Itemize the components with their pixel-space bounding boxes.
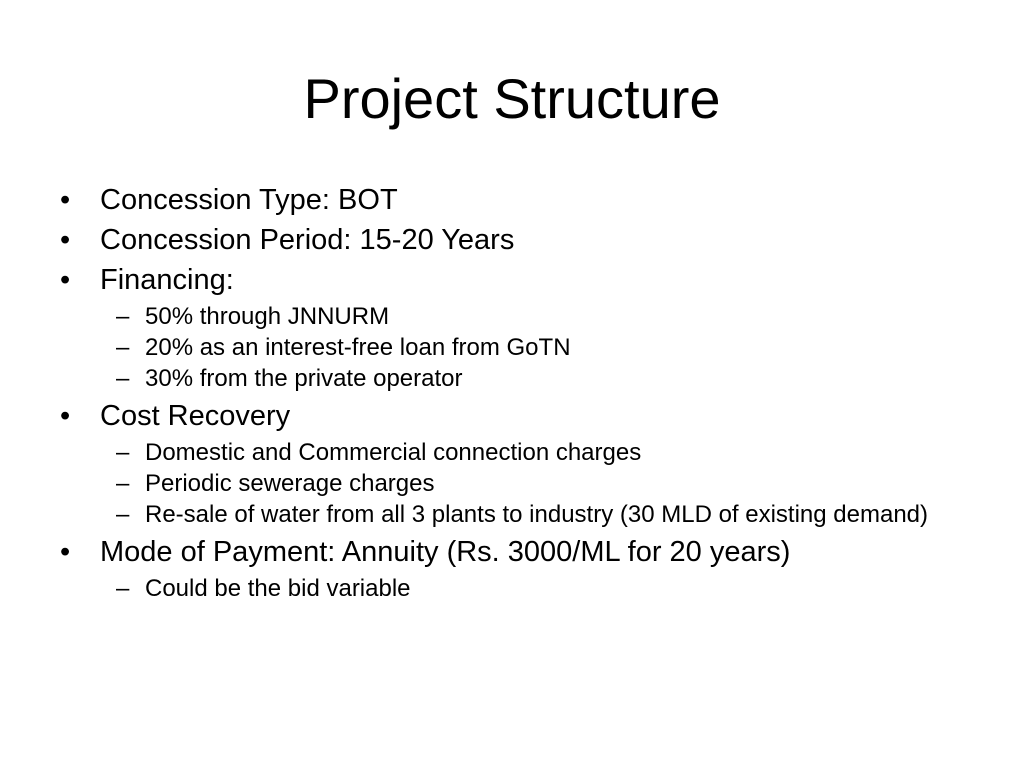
sub-list-container bbox=[56, 575, 976, 603]
bullet-item bbox=[56, 532, 976, 572]
bullet-item bbox=[56, 396, 976, 436]
dash-icon: – bbox=[116, 575, 130, 602]
sub-bullet-item bbox=[56, 575, 976, 603]
bullet-text: Cost Recovery bbox=[100, 400, 291, 432]
sub-bullet-text: 20% as an interest-free loan from GoTN bbox=[145, 334, 571, 361]
dash-icon: – bbox=[116, 501, 130, 528]
bullet-icon: • bbox=[60, 184, 71, 216]
bullet-text: Mode of Payment: Annuity (Rs. 3000/ML for 20 years) bbox=[100, 536, 791, 568]
dash-icon: – bbox=[116, 334, 130, 361]
sub-bullet-text: Re-sale of water from all 3 plants to industry (30 MLD of existing demand) bbox=[145, 501, 929, 528]
sub-bullet-item bbox=[56, 365, 976, 393]
sub-bullet-item bbox=[56, 334, 976, 362]
slide-title: Project Structure bbox=[303, 67, 721, 130]
sub-bullet-text: 30% from the private operator bbox=[145, 365, 463, 392]
sub-bullet-list bbox=[56, 575, 976, 603]
slide-body bbox=[56, 180, 976, 606]
sub-bullet-text: 50% through JNNURM bbox=[145, 303, 390, 330]
sub-bullet-item bbox=[56, 470, 976, 498]
bullet-item bbox=[56, 180, 976, 220]
sub-list-container bbox=[56, 303, 976, 393]
bullet-icon: • bbox=[60, 536, 71, 568]
dash-icon: – bbox=[116, 470, 130, 497]
sub-bullet-item bbox=[56, 439, 976, 467]
sub-bullet-list bbox=[56, 439, 976, 529]
sub-list-container bbox=[56, 439, 976, 529]
bullet-text: Financing: bbox=[100, 264, 234, 296]
bullet-icon: • bbox=[60, 224, 71, 256]
sub-bullet-text: Could be the bid variable bbox=[145, 575, 411, 602]
bullet-item bbox=[56, 220, 976, 260]
dash-icon: – bbox=[116, 303, 130, 330]
sub-bullet-text: Periodic sewerage charges bbox=[145, 470, 435, 497]
bullet-icon: • bbox=[60, 400, 71, 432]
sub-bullet-item bbox=[56, 501, 976, 529]
sub-bullet-list bbox=[56, 303, 976, 393]
sub-bullet-text: Domestic and Commercial connection charges bbox=[145, 439, 642, 466]
bullet-text: Concession Type: BOT bbox=[100, 184, 398, 216]
bullet-text: Concession Period: 15-20 Years bbox=[100, 224, 515, 256]
dash-icon: – bbox=[116, 365, 130, 392]
sub-bullet-item bbox=[56, 303, 976, 331]
bullet-icon: • bbox=[60, 264, 71, 296]
bullet-item bbox=[56, 260, 976, 300]
dash-icon: – bbox=[116, 439, 130, 466]
bullet-list bbox=[56, 180, 976, 603]
